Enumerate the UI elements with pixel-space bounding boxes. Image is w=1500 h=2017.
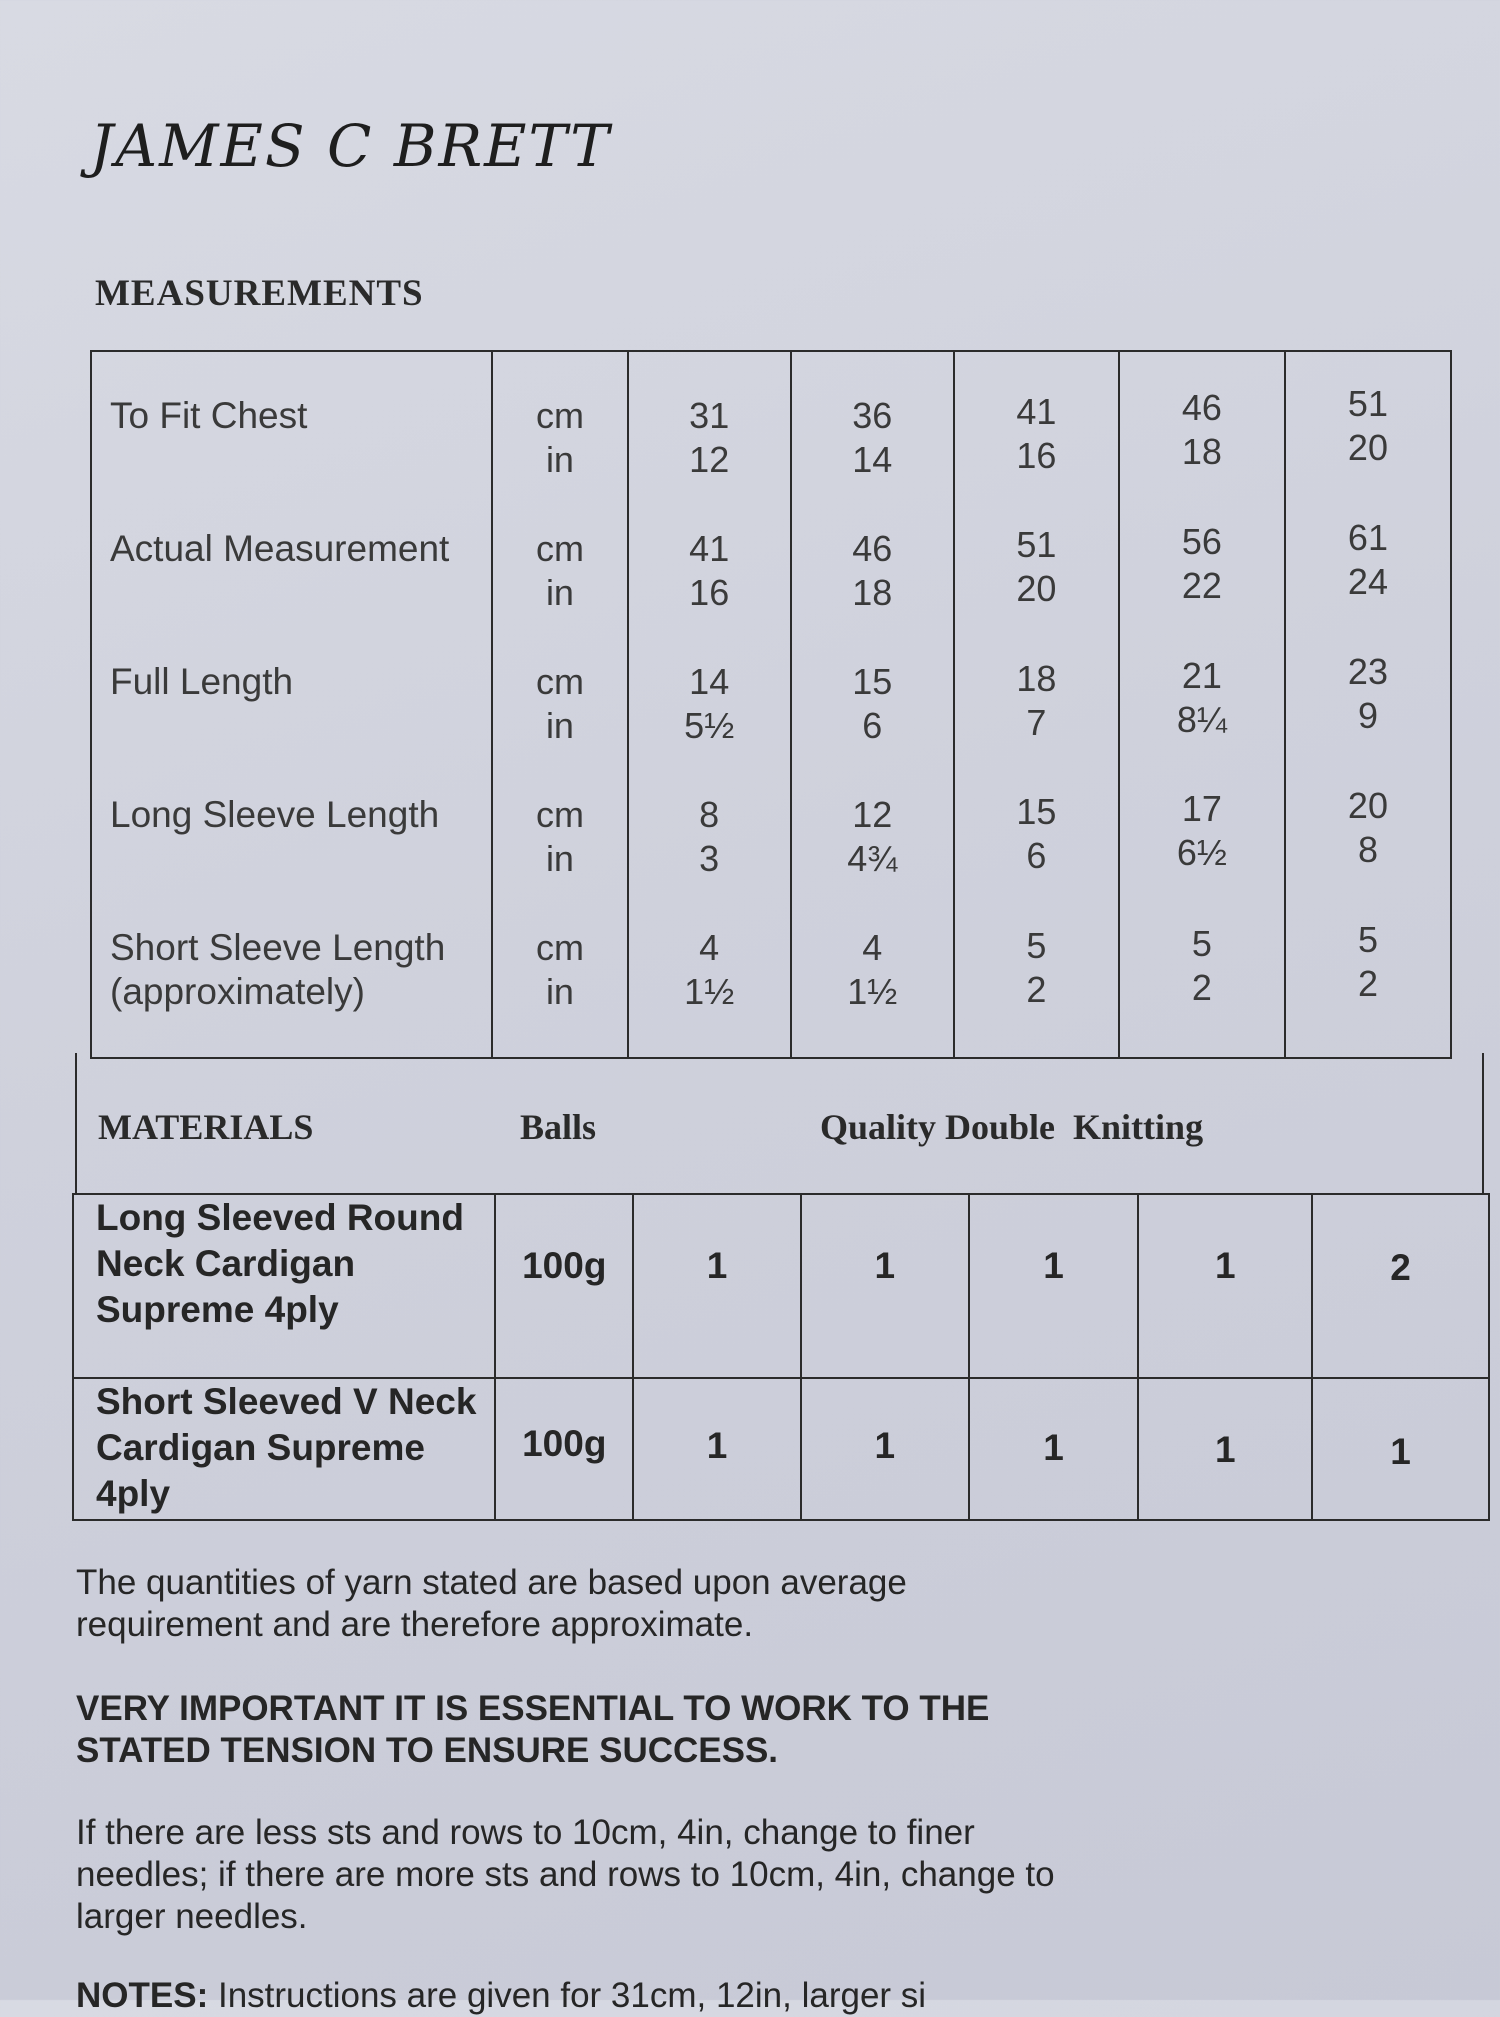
value-cm: 4: [862, 927, 883, 968]
yarn-quality-heading: Quality Double Knitting: [820, 1107, 1204, 1147]
size-column-2: [791, 351, 954, 1058]
value-cm: 61: [1347, 517, 1388, 558]
material-balls-cell: [969, 1378, 1139, 1520]
value-in: 16: [1016, 435, 1057, 476]
value-in: 22: [1181, 565, 1222, 606]
unit-in: in: [545, 439, 574, 480]
value-in: 2: [1026, 969, 1047, 1010]
yarn-quantity-note: The quantities of yarn stated are based upon average requirement and are therefore approximate.: [76, 1563, 907, 1644]
value-in: 3: [699, 838, 720, 879]
value-cm: 41: [1016, 391, 1057, 432]
ball-count: 1: [1215, 1245, 1236, 1286]
value-in: 6: [862, 705, 883, 746]
size-column-5: [1285, 351, 1451, 1058]
brand-title: JAMES C BRETT: [90, 112, 611, 180]
units-column: [492, 351, 627, 1058]
value-cm: 12: [852, 794, 893, 835]
value-cm: 4: [699, 927, 720, 968]
row-label-full-length: Full Length: [110, 661, 294, 702]
ball-count: 1: [874, 1425, 896, 1466]
measurements-table: [90, 350, 1452, 1059]
materials-row: [73, 1194, 1489, 1378]
measurement-labels-column: [91, 351, 492, 1058]
unit-cm: cm: [535, 528, 584, 569]
material-label-cell: [73, 1378, 495, 1520]
value-cm: 46: [1181, 387, 1222, 428]
value-cm: 20: [1347, 785, 1388, 826]
value-cm: 46: [852, 528, 893, 569]
value-cm: 18: [1016, 658, 1057, 699]
unit-cm: cm: [535, 794, 584, 835]
value-cm: 56: [1181, 521, 1222, 562]
material-weight-cell: [495, 1194, 633, 1378]
ball-count: 1: [874, 1245, 896, 1286]
value-in: 5½: [684, 705, 735, 746]
value-cm: 5: [1191, 923, 1212, 964]
material-balls-cell: [1312, 1194, 1489, 1378]
value-cm: 51: [1347, 383, 1388, 424]
row-label-actual-measurement: Actual Measurement: [110, 528, 450, 569]
size-column-1: [628, 351, 791, 1058]
ball-count: 1: [1043, 1245, 1064, 1286]
value-in: 16: [689, 572, 730, 613]
value-cm: 5: [1026, 925, 1047, 966]
size-column-3: [954, 351, 1119, 1058]
row-label-short-sleeve-length: Short Sleeve Length (approximately): [110, 927, 446, 1012]
value-in: 6: [1026, 835, 1047, 876]
value-in: 18: [1181, 431, 1222, 472]
unit-cm: cm: [535, 927, 584, 968]
ball-weight: 100g: [522, 1245, 607, 1286]
value-in: 8¼: [1176, 699, 1227, 740]
value-in: 9: [1357, 695, 1378, 736]
notes-label: NOTES:: [76, 1976, 209, 2015]
balls-heading: Balls: [520, 1107, 597, 1147]
value-in: 1½: [684, 971, 735, 1012]
value-in: 12: [689, 439, 730, 480]
material-balls-cell: [1138, 1378, 1312, 1520]
value-cm: 51: [1016, 524, 1057, 565]
measurements-heading: MEASUREMENTS: [95, 273, 424, 314]
unit-cm: cm: [535, 661, 584, 702]
material-label-short-sleeved: Short Sleeved V Neck Cardigan Supreme 4ply: [96, 1381, 477, 1514]
notes-line: [76, 1975, 1176, 2017]
material-weight-cell: [495, 1378, 633, 1520]
notes-text: Instructions are given for 31cm, 12in, larger si: [217, 1976, 927, 2015]
material-balls-cell: [633, 1194, 801, 1378]
ball-count: 1: [1043, 1427, 1064, 1468]
ball-count: 1: [706, 1245, 728, 1286]
value-in: 2: [1191, 967, 1212, 1008]
value-cm: 31: [689, 395, 730, 436]
value-cm: 17: [1181, 788, 1222, 829]
tension-advice: If there are less sts and rows to 10cm, 4in, change to finer needles; if there are more sts and rows to 10cm, 4in, change to larger needles.: [76, 1813, 1055, 1936]
materials-row: [73, 1378, 1489, 1520]
row-label-to-fit-chest: To Fit Chest: [110, 395, 308, 436]
tension-warning: VERY IMPORTANT IT IS ESSENTIAL TO WORK TO THE STATED TENSION TO ENSURE SUCCESS.: [76, 1689, 990, 1770]
value-in: 2: [1357, 963, 1378, 1004]
unit-cm: cm: [535, 395, 584, 436]
unit-in: in: [545, 971, 574, 1012]
value-cm: 14: [689, 661, 730, 702]
ball-count: 1: [706, 1425, 728, 1466]
material-balls-cell: [969, 1194, 1139, 1378]
value-in: 8: [1357, 829, 1378, 870]
material-balls-cell: [1312, 1378, 1489, 1520]
material-balls-cell: [801, 1194, 969, 1378]
value-cm: 23: [1347, 651, 1388, 692]
ball-weight: 100g: [522, 1423, 607, 1464]
material-balls-cell: [1138, 1194, 1312, 1378]
materials-heading: MATERIALS: [98, 1107, 314, 1147]
materials-table: [72, 1193, 1490, 1521]
value-in: 6½: [1176, 832, 1227, 873]
ball-count: 2: [1390, 1247, 1411, 1288]
unit-in: in: [545, 838, 574, 879]
material-label-cell: [73, 1194, 495, 1378]
material-balls-cell: [801, 1378, 969, 1520]
ball-count: 1: [1390, 1431, 1411, 1472]
value-in: 24: [1347, 561, 1388, 602]
value-in: 14: [852, 439, 893, 480]
value-cm: 41: [689, 528, 730, 569]
value-cm: 8: [699, 794, 720, 835]
unit-in: in: [545, 705, 574, 746]
value-cm: 15: [1016, 791, 1057, 832]
value-in: 18: [852, 572, 893, 613]
value-in: 7: [1026, 702, 1047, 743]
value-cm: 21: [1181, 655, 1222, 696]
value-in: 1½: [847, 971, 898, 1012]
material-label-long-sleeved: Long Sleeved Round Neck Cardigan Supreme 4ply: [96, 1197, 464, 1330]
value-cm: 5: [1357, 919, 1378, 960]
size-column-4: [1119, 351, 1285, 1058]
material-balls-cell: [633, 1378, 801, 1520]
value-in: 20: [1016, 568, 1057, 609]
unit-in: in: [545, 572, 574, 613]
value-cm: 36: [852, 395, 893, 436]
ball-count: 1: [1215, 1429, 1236, 1470]
value-in: 4¾: [847, 838, 898, 879]
value-cm: 15: [852, 661, 893, 702]
value-in: 20: [1347, 427, 1388, 468]
row-label-long-sleeve-length: Long Sleeve Length: [110, 794, 440, 835]
